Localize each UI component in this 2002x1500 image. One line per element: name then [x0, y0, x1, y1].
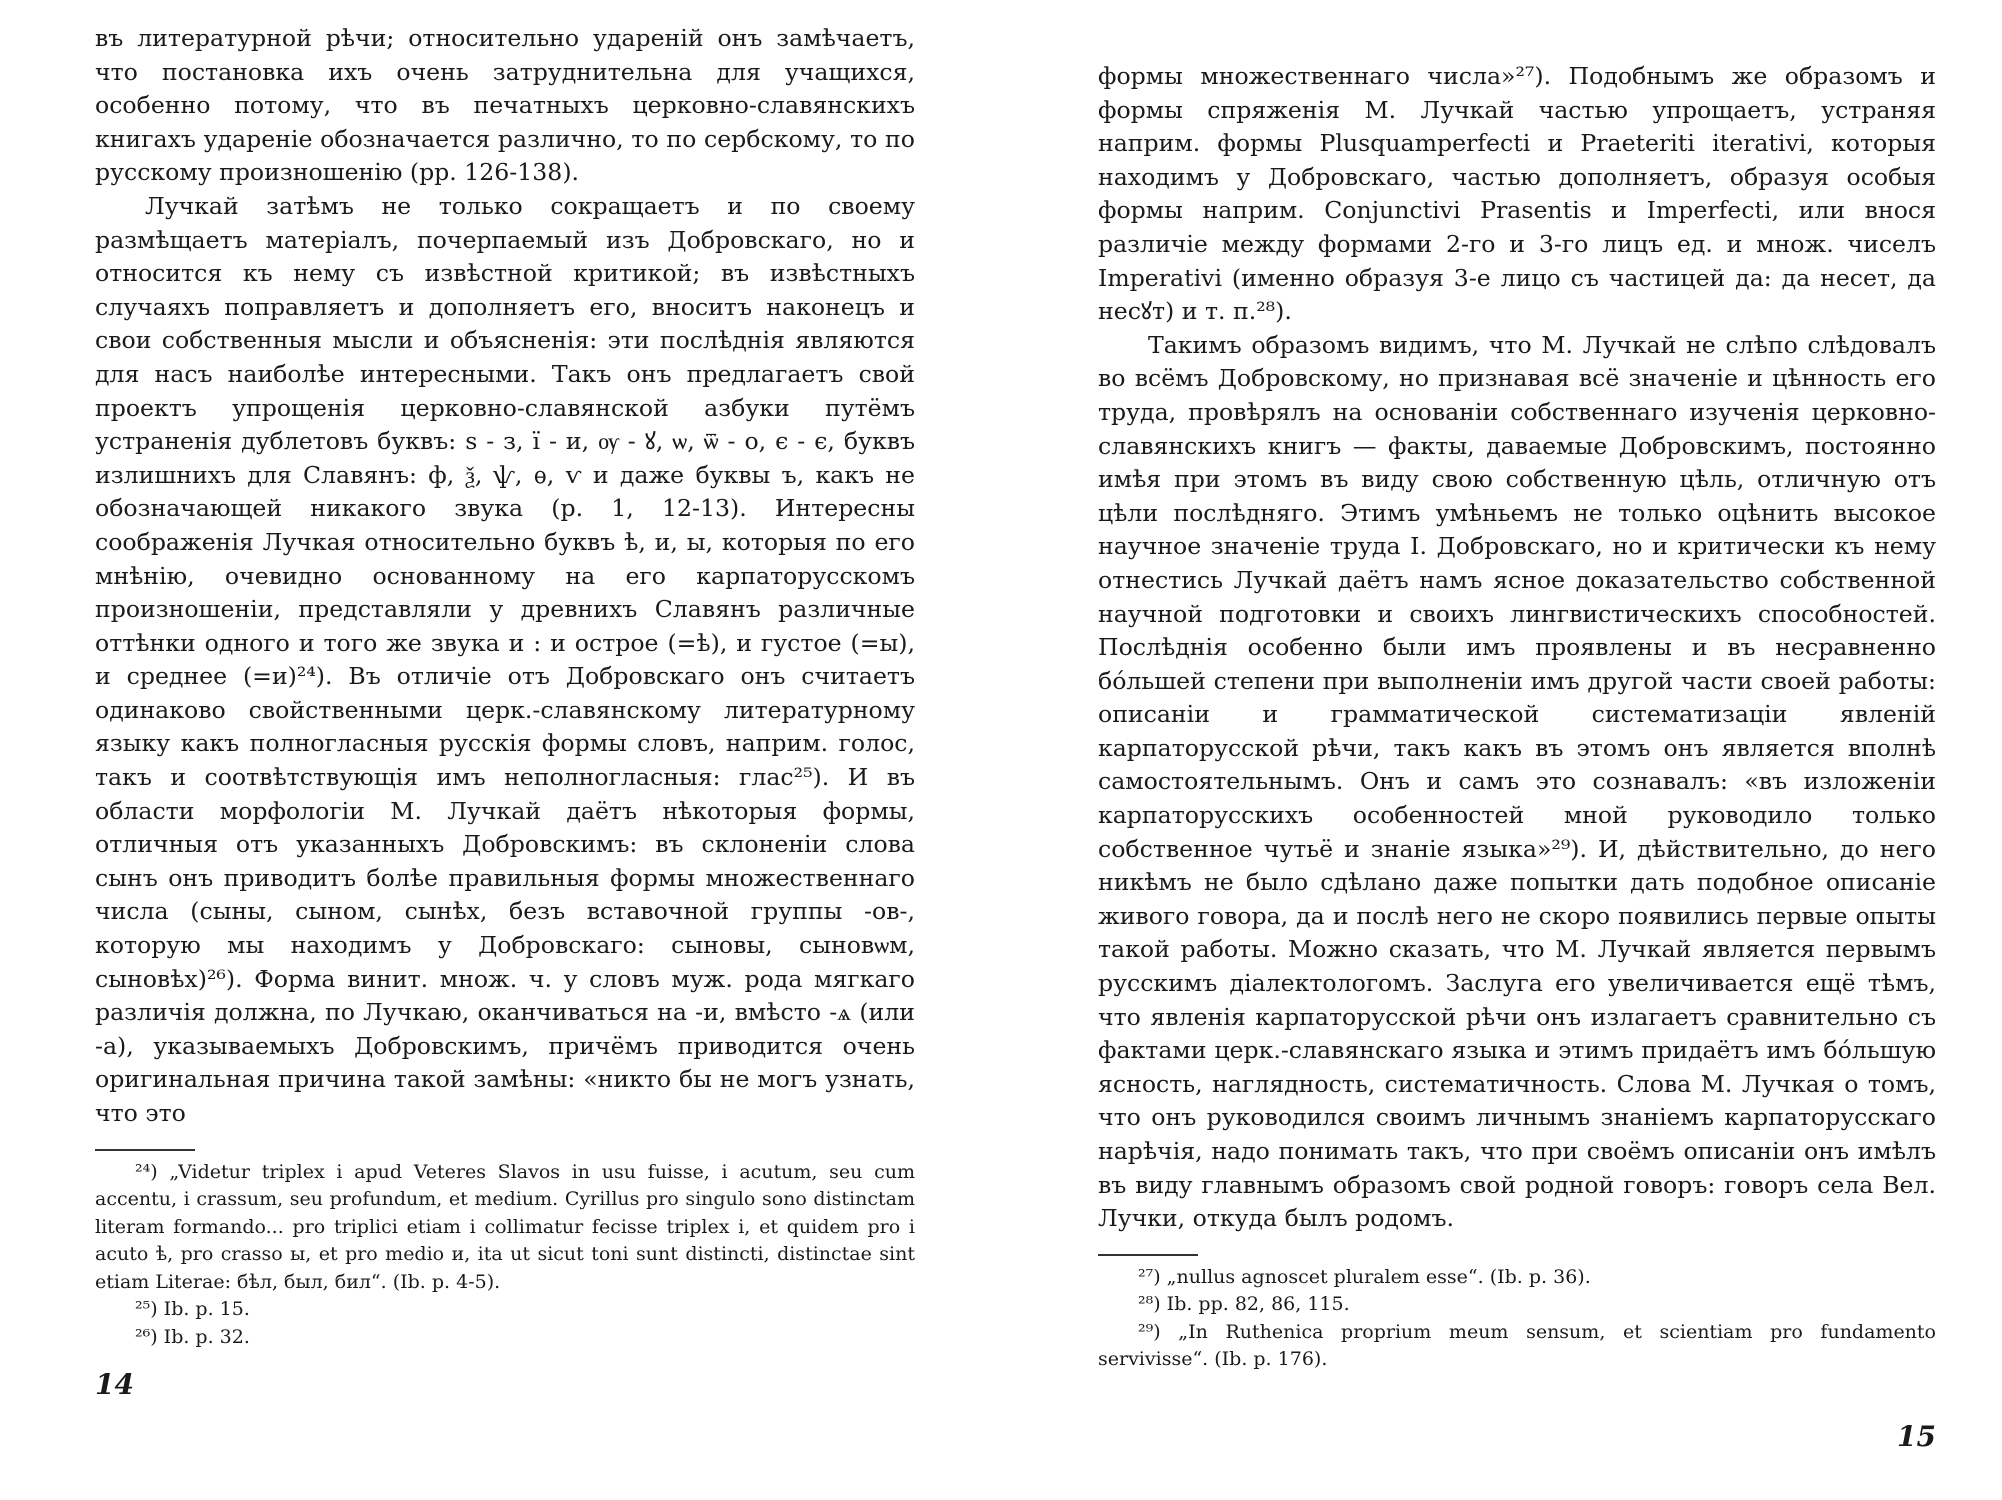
footnote-26: ²⁶) Ib. p. 32.	[135, 1325, 250, 1348]
left-paragraph-2: Лучкай затѣмъ не только сокращаетъ и по своему размѣщаетъ матеріалъ, почерпаемый изъ Добровскаго, но и относится къ нему съ извѣстной критикой; въ извѣстныхъ случаяхъ поправляетъ и дополняетъ его, вноситъ наконецъ и свои собственныя мысли и объясненія: эти послѣднія являются для насъ наиболѣе интересными. Такъ онъ предлагаетъ свой проектъ упрощенія церковно-славянской азбуки путёмъ устраненія дублетовъ буквъ: ѕ - з, ї - и, ѹ - ꙋ, ѡ, ѿ - о, є - є, буквъ излишнихъ для Славянъ: ф, ѯ, ѱ, ѳ, ѵ и даже буквы ъ, какъ не обозначающей никакого звука (p. 1, 12-13). Интересны соображенія Лучкая относительно буквъ ѣ, и, ы, которыя по его мнѣнію, очевидно основанному на его карпаторусскомъ произношеніи, представляли у древнихъ Славянъ различные оттѣнки одного и того же звука и : и острое (=ѣ), и густое (=ы), и среднее (=и)²⁴). Въ отличіе отъ Добровскаго онъ считаетъ одинаково свойственными церк.-славянскому литературному языку какъ полногласныя русскія формы словъ, наприм. голос, такъ и соотвѣтствующія имъ неполногласныя: глас²⁵). И въ области морфологіи М. Лучкай даётъ нѣкоторыя формы, отличныя отъ указанныхъ Добровскимъ: въ склоненіи слова сынъ онъ приводитъ болѣе правильныя формы множественнаго числа (сыны, сыном, сынѣх, безъ вставочной группы -ов-, которую мы находимъ у Добровскаго: сыновы, сыновѡм, сыновѣх)²⁶). Форма винит. множ. ч. у словъ муж. рода мягкаго различія должна, по Лучкаю, оканчиваться на -и, вмѣсто -ѧ (или -а), указываемыхъ Добровскимъ, причёмъ приводится очень оригинальная причина такой замѣны: «никто бы не могъ узнать, что это	[95, 191, 915, 1127]
left-page-number: 14	[95, 1368, 134, 1401]
footnote-29: ²⁹) „In Ruthenica proprium meum sensum, et scientiam pro fundamento servivisse“. (Ib. p. 176).	[1098, 1320, 1936, 1371]
right-page	[1098, 0, 1936, 1500]
right-paragraph-1: формы множественнаго числа»²⁷). Подобнымъ же образомъ и формы спряженія М. Лучкай частью упрощаетъ, устраняя наприм. формы Plusquamperfecti и Praeteriti iterativi, которыя находимъ у Добровскаго, частью дополняетъ, образуя особыя формы наприм. Conjunctivi Prasentis и Imperfecti, или внося различіе между формами 2-го и 3-го лицъ ед. и множ. чиселъ Imperativi (именно образуя 3-е лицо съ частицей да: да несет, да несꙋт) и т. п.²⁸).	[1098, 62, 1936, 326]
left-body-text	[95, 22, 915, 1131]
right-body-text	[1098, 60, 1936, 1236]
left-paragraph-1: въ литературной рѣчи; относительно удареній онъ замѣчаетъ, что постановка ихъ очень затруднительна для учащихся, особенно потому, что въ печатныхъ церковно-славянскихъ книгахъ удареніе обозначается различно, то по сербскому, то по русскому произношенію (pp. 126-138).	[95, 24, 915, 187]
footnote-24: ²⁴) „Videtur triplex i apud Veteres Slavos in usu fuisse, i acutum, seu cum accentu, i crassum, seu profundum, et medium. Cyrillus pro singulo sono distinctam literam formando... pro triplici etiam i collimatur fecisse triplex i, et quidem pro i acuto ѣ, pro crasso ы, et pro medio и, ita ut sicut toni sunt distincti, distinctae sint etiam Literae: бѣл, был, бил“. (Ib. p. 4-5).	[95, 1160, 915, 1293]
footnote-28: ²⁸) Ib. pp. 82, 86, 115.	[1138, 1293, 1350, 1316]
left-footnotes	[95, 1159, 915, 1352]
right-page-number: 15	[1897, 1420, 1936, 1453]
right-paragraph-2: Такимъ образомъ видимъ, что М. Лучкай не слѣпо слѣдовалъ во всёмъ Добровскому, но признавая всё значеніе и цѣнность его труда, провѣрялъ на основаніи собственнаго изученія церковно-славянскихъ книгъ — факты, даваемые Добровскимъ, постоянно имѣя при этомъ въ виду свою собственную цѣль, отличную отъ цѣли послѣдняго. Этимъ умѣньемъ не только оцѣнить высокое научное значеніе труда I. Добровскаго, но и критически къ нему отнестись Лучкай даётъ намъ ясное доказательство собственной научной подготовки и своихъ лингвистическихъ способностей. Послѣднія особенно были имъ проявлены и въ несравненно бо́льшей степени при выполненіи имъ другой части своей работы: описаніи и грамматической систематизаціи явленій карпаторусской рѣчи, такъ какъ въ этомъ онъ является вполнѣ самостоятельнымъ. Онъ и самъ это сознавалъ: «въ изложеніи карпаторусскихъ особенностей мной руководило только собственное чутьё и знаніе языка»²⁹). И, дѣйствительно, до него никѣмъ не было сдѣлано даже попытки дать подобное описаніе живого говора, да и послѣ него не скоро появились первые опыты такой работы. Можно сказать, что М. Лучкай является первымъ русскимъ діалектологомъ. Заслуга его увеличивается ещё тѣмъ, что явленія карпаторусской рѣчи онъ излагаетъ сравнительно съ фактами церк.-славянскаго языка и этимъ придаётъ имъ бо́льшую ясность, наглядность, систематичность. Слова М. Лучкая о томъ, что онъ руководился своимъ личнымъ знаніемъ карпаторусскаго нарѣчія, надо понимать такъ, что при своёмъ описаніи онъ имѣлъ въ виду главнымъ образомъ свой родной говоръ: говоръ села Вел. Лучки, откуда былъ родомъ.	[1098, 330, 1936, 1233]
footnote-27: ²⁷) „nullus agnoscet pluralem esse“. (Ib. p. 36).	[1138, 1265, 1591, 1288]
footnote-25: ²⁵) Ib. p. 15.	[135, 1298, 250, 1321]
left-footnote-rule	[95, 1149, 195, 1151]
left-page	[95, 0, 915, 1500]
right-footnote-rule	[1098, 1254, 1198, 1256]
right-footnotes	[1098, 1264, 1936, 1374]
